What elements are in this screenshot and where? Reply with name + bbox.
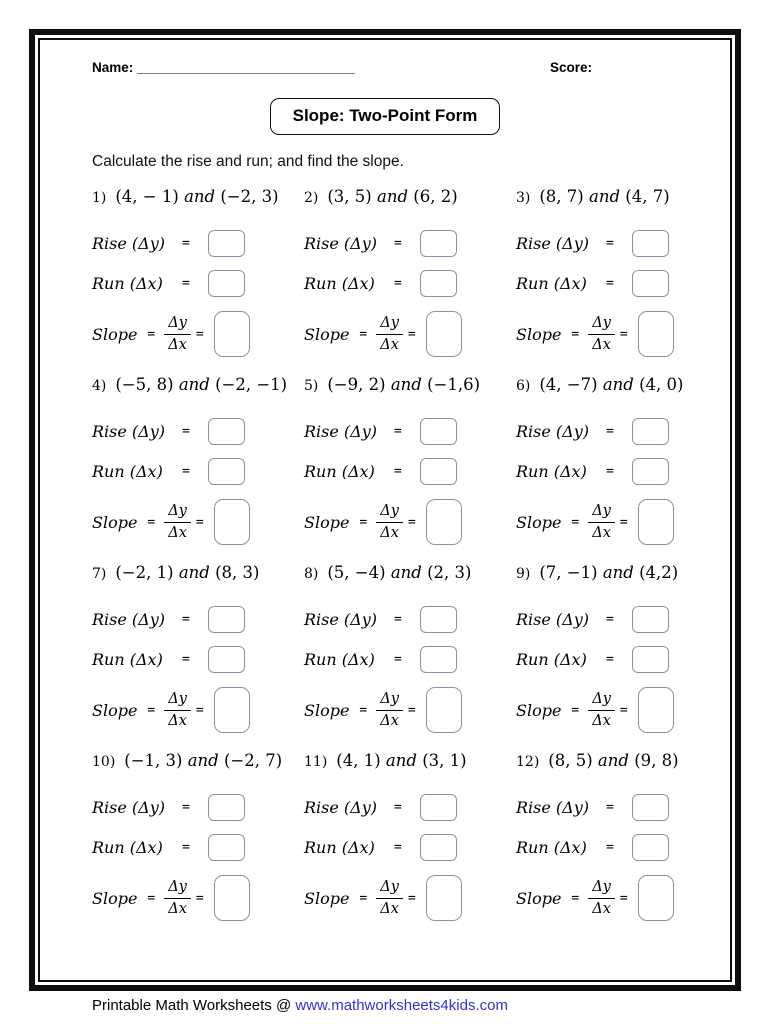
slope-line	[304, 497, 516, 547]
slope-answer-box[interactable]	[426, 875, 462, 921]
problem-statement	[516, 751, 728, 775]
equals-sign: =	[182, 651, 190, 667]
problem-block	[516, 751, 728, 939]
delta-y: Δy	[588, 878, 615, 898]
problem-block	[304, 563, 516, 751]
and-word: and	[178, 563, 210, 582]
problem-block	[92, 187, 304, 375]
run-answer-box[interactable]	[420, 458, 457, 485]
slope-line	[92, 497, 304, 547]
problem-number: 5)	[304, 378, 319, 394]
rise-answer-box[interactable]	[632, 230, 669, 257]
equals-sign: =	[394, 463, 402, 479]
point-1: (8, 5)	[548, 751, 593, 770]
point-2: (2, 3)	[427, 563, 472, 582]
problem-number: 7)	[92, 566, 107, 582]
equals-sign: =	[571, 326, 580, 342]
problem-block	[92, 751, 304, 939]
rise-answer-box[interactable]	[420, 418, 457, 445]
delta-fraction	[588, 878, 615, 917]
slope-answer-box[interactable]	[426, 499, 462, 545]
equals-sign: =	[606, 799, 614, 815]
run-label: Run (Δx)	[92, 837, 163, 857]
rise-label: Rise (Δy)	[516, 797, 590, 817]
slope-label: Slope	[92, 512, 138, 532]
rise-line	[92, 793, 304, 821]
problem-block	[304, 187, 516, 375]
slope-line	[92, 685, 304, 735]
and-word: and	[178, 375, 210, 394]
point-1: (4, −7)	[539, 375, 598, 394]
equals-sign: =	[182, 611, 190, 627]
rise-line	[516, 417, 728, 445]
equals-sign: =	[394, 275, 402, 291]
run-label: Run (Δx)	[516, 461, 587, 481]
equals-sign: =	[571, 514, 580, 530]
delta-x: Δx	[592, 712, 611, 729]
slope-label: Slope	[516, 324, 562, 344]
slope-answer-box[interactable]	[638, 311, 674, 357]
delta-x: Δx	[592, 900, 611, 917]
run-answer-box[interactable]	[420, 834, 457, 861]
equals-sign: =	[394, 235, 402, 251]
and-word: and	[589, 187, 621, 206]
delta-fraction	[376, 502, 403, 541]
point-1: (−2, 1)	[115, 563, 174, 582]
point-2: (8, 3)	[215, 563, 260, 582]
and-word: and	[602, 563, 634, 582]
run-line	[516, 269, 728, 297]
problem-number: 2)	[304, 190, 319, 206]
rise-answer-box[interactable]	[632, 794, 669, 821]
equals-sign: =	[619, 514, 628, 530]
point-2: (4, 0)	[639, 375, 684, 394]
problem-statement	[516, 375, 728, 399]
problem-block	[516, 563, 728, 751]
problem-block	[92, 375, 304, 563]
equals-sign: =	[394, 799, 402, 815]
equals-sign: =	[619, 702, 628, 718]
equals-sign: =	[571, 890, 580, 906]
rise-label: Rise (Δy)	[92, 797, 166, 817]
rise-answer-box[interactable]	[208, 794, 245, 821]
equals-sign: =	[619, 326, 628, 342]
equals-sign: =	[195, 326, 204, 342]
run-line	[92, 645, 304, 673]
footer-prefix: Printable Math Worksheets @	[92, 997, 296, 1014]
problem-number: 8)	[304, 566, 319, 582]
problem-number: 10)	[92, 754, 116, 770]
slope-line	[304, 309, 516, 359]
point-1: (8, 7)	[539, 187, 584, 206]
point-2: (4,2)	[639, 563, 679, 582]
delta-x: Δx	[168, 336, 187, 353]
problem-block	[92, 563, 304, 751]
equals-sign: =	[394, 651, 402, 667]
slope-answer-box[interactable]	[214, 687, 250, 733]
equals-sign: =	[147, 890, 156, 906]
problem-number: 11)	[304, 754, 328, 770]
slope-answer-box[interactable]	[426, 687, 462, 733]
rise-label: Rise (Δy)	[92, 609, 166, 629]
point-1: (5, −4)	[327, 563, 386, 582]
rise-line	[92, 229, 304, 257]
slope-answer-box[interactable]	[214, 875, 250, 921]
and-word: and	[390, 563, 422, 582]
equals-sign: =	[195, 514, 204, 530]
delta-y: Δy	[588, 314, 615, 334]
point-1: (−1, 3)	[124, 751, 183, 770]
point-2: (−2, 3)	[220, 187, 279, 206]
equals-sign: =	[407, 514, 416, 530]
equals-sign: =	[606, 651, 614, 667]
rise-answer-box[interactable]	[420, 230, 457, 257]
equals-sign: =	[182, 839, 190, 855]
slope-line	[92, 309, 304, 359]
equals-sign: =	[359, 702, 368, 718]
run-line	[92, 457, 304, 485]
run-line	[516, 457, 728, 485]
point-1: (4, 1)	[336, 751, 381, 770]
problem-statement	[92, 751, 304, 775]
equals-sign: =	[606, 275, 614, 291]
slope-label: Slope	[92, 324, 138, 344]
equals-sign: =	[195, 890, 204, 906]
and-word: and	[385, 751, 417, 770]
delta-fraction	[164, 878, 191, 917]
equals-sign: =	[182, 463, 190, 479]
equals-sign: =	[195, 702, 204, 718]
worksheet-inner-frame	[38, 38, 732, 982]
slope-label: Slope	[304, 700, 350, 720]
delta-fraction	[164, 314, 191, 353]
equals-sign: =	[147, 702, 156, 718]
run-answer-box[interactable]	[632, 834, 669, 861]
delta-fraction	[164, 690, 191, 729]
problem-block	[304, 751, 516, 939]
point-2: (6, 2)	[413, 187, 458, 206]
point-2: (−2, 7)	[224, 751, 283, 770]
slope-label: Slope	[516, 512, 562, 532]
rise-line	[304, 229, 516, 257]
problems-grid	[40, 187, 730, 939]
delta-x: Δx	[592, 336, 611, 353]
rise-label: Rise (Δy)	[304, 797, 378, 817]
rise-line	[304, 417, 516, 445]
slope-line	[516, 309, 728, 359]
rise-line	[516, 793, 728, 821]
delta-fraction	[588, 690, 615, 729]
slope-line	[516, 685, 728, 735]
delta-y: Δy	[376, 502, 403, 522]
equals-sign: =	[606, 235, 614, 251]
rise-answer-box[interactable]	[208, 230, 245, 257]
point-2: (3, 1)	[422, 751, 467, 770]
header-row	[40, 40, 730, 86]
problem-statement	[304, 563, 516, 587]
problem-statement	[304, 187, 516, 211]
slope-answer-box[interactable]	[638, 687, 674, 733]
delta-fraction	[164, 502, 191, 541]
rise-line	[304, 793, 516, 821]
delta-fraction	[588, 502, 615, 541]
problem-number: 9)	[516, 566, 531, 582]
delta-y: Δy	[588, 502, 615, 522]
point-2: (9, 8)	[634, 751, 679, 770]
run-answer-box[interactable]	[420, 270, 457, 297]
and-word: and	[187, 751, 219, 770]
rise-answer-box[interactable]	[632, 418, 669, 445]
rise-answer-box[interactable]	[208, 418, 245, 445]
problem-number: 1)	[92, 190, 107, 206]
run-label: Run (Δx)	[304, 273, 375, 293]
footer-link[interactable]: www.mathworksheets4kids.com	[295, 997, 508, 1014]
delta-fraction	[376, 878, 403, 917]
rise-label: Rise (Δy)	[92, 421, 166, 441]
run-answer-box[interactable]	[208, 270, 245, 297]
point-2: (−2, −1)	[215, 375, 288, 394]
delta-fraction	[376, 314, 403, 353]
delta-x: Δx	[380, 712, 399, 729]
problem-statement	[304, 751, 516, 775]
rise-line	[304, 605, 516, 633]
slope-line	[516, 497, 728, 547]
problem-statement	[304, 375, 516, 399]
equals-sign: =	[147, 514, 156, 530]
rise-label: Rise (Δy)	[304, 233, 378, 253]
run-answer-box[interactable]	[632, 270, 669, 297]
run-answer-box[interactable]	[208, 646, 245, 673]
rise-label: Rise (Δy)	[304, 609, 378, 629]
problem-number: 4)	[92, 378, 107, 394]
run-answer-box[interactable]	[208, 834, 245, 861]
rise-answer-box[interactable]	[420, 794, 457, 821]
equals-sign: =	[394, 611, 402, 627]
point-2: (−1,6)	[427, 375, 481, 394]
run-answer-box[interactable]	[632, 458, 669, 485]
delta-x: Δx	[592, 524, 611, 541]
equals-sign: =	[407, 702, 416, 718]
equals-sign: =	[606, 611, 614, 627]
delta-x: Δx	[168, 900, 187, 917]
rise-answer-box[interactable]	[632, 606, 669, 633]
footer	[92, 997, 508, 1014]
delta-x: Δx	[380, 524, 399, 541]
equals-sign: =	[394, 423, 402, 439]
slope-line	[92, 873, 304, 923]
run-label: Run (Δx)	[304, 461, 375, 481]
slope-label: Slope	[516, 700, 562, 720]
equals-sign: =	[182, 799, 190, 815]
problem-block	[516, 375, 728, 563]
slope-line	[516, 873, 728, 923]
delta-y: Δy	[164, 314, 191, 334]
equals-sign: =	[182, 423, 190, 439]
rise-label: Rise (Δy)	[516, 233, 590, 253]
problem-block	[304, 375, 516, 563]
equals-sign: =	[182, 275, 190, 291]
equals-sign: =	[407, 890, 416, 906]
run-line	[516, 833, 728, 861]
slope-answer-box[interactable]	[426, 311, 462, 357]
run-answer-box[interactable]	[208, 458, 245, 485]
equals-sign: =	[606, 839, 614, 855]
run-label: Run (Δx)	[92, 461, 163, 481]
and-word: and	[184, 187, 216, 206]
run-line	[304, 269, 516, 297]
slope-label: Slope	[516, 888, 562, 908]
delta-x: Δx	[168, 524, 187, 541]
equals-sign: =	[182, 235, 190, 251]
equals-sign: =	[619, 890, 628, 906]
run-answer-box[interactable]	[420, 646, 457, 673]
point-1: (−9, 2)	[327, 375, 386, 394]
run-line	[304, 833, 516, 861]
page-title: Slope: Two-Point Form	[270, 98, 501, 135]
problem-number: 12)	[516, 754, 540, 770]
rise-label: Rise (Δy)	[516, 609, 590, 629]
run-label: Run (Δx)	[304, 837, 375, 857]
problem-statement	[92, 563, 304, 587]
run-label: Run (Δx)	[516, 649, 587, 669]
point-2: (4, 7)	[625, 187, 670, 206]
delta-fraction	[376, 690, 403, 729]
problem-statement	[92, 375, 304, 399]
slope-label: Slope	[92, 888, 138, 908]
slope-answer-box[interactable]	[638, 875, 674, 921]
instruction-text: Calculate the rise and run; and find the slope.	[92, 153, 404, 170]
slope-answer-box[interactable]	[214, 499, 250, 545]
run-line	[516, 645, 728, 673]
and-word: and	[377, 187, 409, 206]
delta-y: Δy	[164, 502, 191, 522]
equals-sign: =	[359, 890, 368, 906]
worksheet-outer-frame	[29, 29, 741, 991]
slope-answer-box[interactable]	[638, 499, 674, 545]
rise-line	[92, 417, 304, 445]
delta-x: Δx	[380, 336, 399, 353]
point-1: (7, −1)	[539, 563, 598, 582]
problem-statement	[92, 187, 304, 211]
point-1: (3, 5)	[327, 187, 372, 206]
rise-label: Rise (Δy)	[304, 421, 378, 441]
equals-sign: =	[359, 514, 368, 530]
delta-x: Δx	[168, 712, 187, 729]
equals-sign: =	[147, 326, 156, 342]
equals-sign: =	[407, 326, 416, 342]
equals-sign: =	[606, 423, 614, 439]
run-label: Run (Δx)	[516, 273, 587, 293]
and-word: and	[602, 375, 634, 394]
delta-fraction	[588, 314, 615, 353]
delta-y: Δy	[376, 690, 403, 710]
rise-answer-box[interactable]	[420, 606, 457, 633]
and-word: and	[390, 375, 422, 394]
problem-number: 6)	[516, 378, 531, 394]
equals-sign: =	[571, 702, 580, 718]
run-label: Run (Δx)	[516, 837, 587, 857]
slope-label: Slope	[304, 888, 350, 908]
point-1: (−5, 8)	[115, 375, 174, 394]
problem-statement	[516, 187, 728, 211]
run-line	[92, 269, 304, 297]
equals-sign: =	[606, 463, 614, 479]
run-label: Run (Δx)	[92, 649, 163, 669]
equals-sign: =	[359, 326, 368, 342]
slope-line	[304, 685, 516, 735]
score-label: Score:	[550, 60, 593, 75]
rise-label: Rise (Δy)	[92, 233, 166, 253]
delta-x: Δx	[380, 900, 399, 917]
name-blank-line: _____________________________	[137, 60, 355, 75]
slope-label: Slope	[92, 700, 138, 720]
delta-y: Δy	[376, 314, 403, 334]
delta-y: Δy	[164, 878, 191, 898]
delta-y: Δy	[588, 690, 615, 710]
run-line	[304, 645, 516, 673]
problem-number: 3)	[516, 190, 531, 206]
slope-line	[304, 873, 516, 923]
run-answer-box[interactable]	[632, 646, 669, 673]
run-label: Run (Δx)	[304, 649, 375, 669]
name-label: Name:	[92, 60, 134, 75]
run-line	[304, 457, 516, 485]
slope-answer-box[interactable]	[214, 311, 250, 357]
delta-y: Δy	[164, 690, 191, 710]
run-line	[92, 833, 304, 861]
point-1: (4, − 1)	[115, 187, 179, 206]
rise-line	[92, 605, 304, 633]
problem-block	[516, 187, 728, 375]
equals-sign: =	[394, 839, 402, 855]
rise-answer-box[interactable]	[208, 606, 245, 633]
rise-label: Rise (Δy)	[516, 421, 590, 441]
title-wrap	[40, 98, 730, 138]
rise-line	[516, 229, 728, 257]
rise-line	[516, 605, 728, 633]
problem-statement	[516, 563, 728, 587]
run-label: Run (Δx)	[92, 273, 163, 293]
and-word: and	[597, 751, 629, 770]
delta-y: Δy	[376, 878, 403, 898]
slope-label: Slope	[304, 324, 350, 344]
slope-label: Slope	[304, 512, 350, 532]
